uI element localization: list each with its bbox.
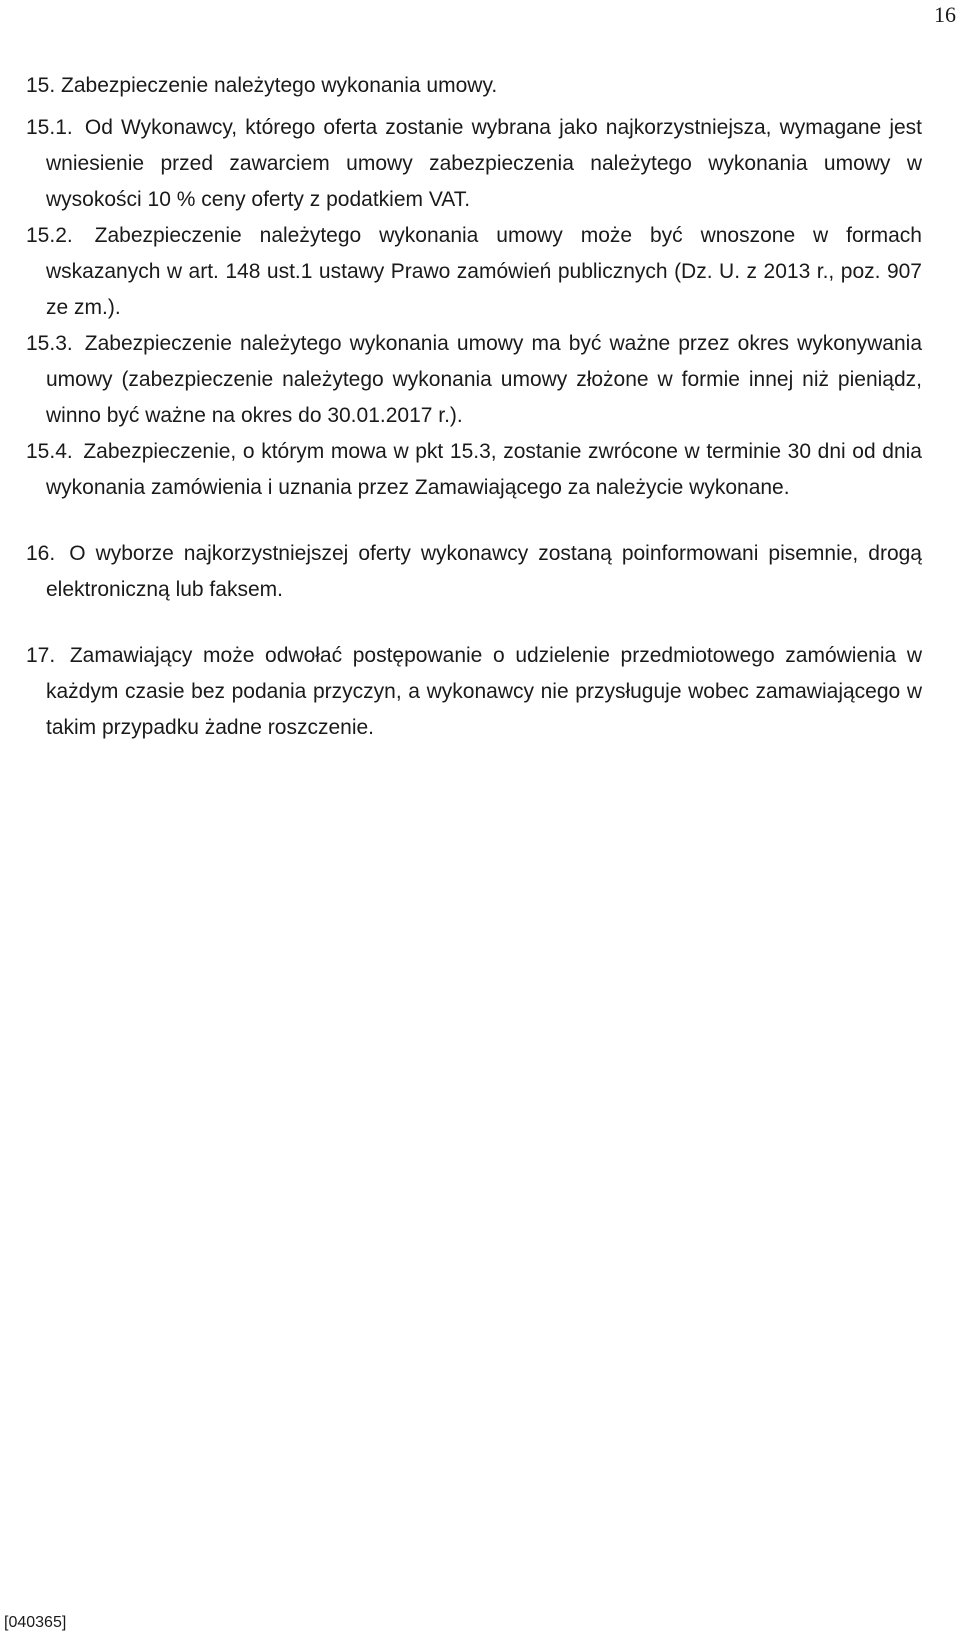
paragraph-text: Zabezpieczenie, o którym mowa w pkt 15.3, zostanie zwrócone w terminie 30 dni od dnia wykonania zamówienia i uznania przez Zamawiającego za należycie wykonane. bbox=[46, 440, 922, 499]
paragraph-number: 15.2. bbox=[26, 224, 73, 247]
page-number: 16 bbox=[934, 2, 956, 27]
section-16 bbox=[26, 536, 922, 608]
section-15-heading: 15. Zabezpieczenie należytego wykonania umowy. bbox=[26, 74, 498, 97]
section-number: 16. bbox=[26, 542, 56, 565]
section-text: Zamawiający może odwołać postępowanie o udzielenie przedmiotowego zamówienia w każdym czasie bez podania przyczyn, a wykonawcy nie przysługuje wobec zamawiającego w takim przypadku żadne roszczenie. bbox=[46, 644, 922, 739]
paragraph-number: 15.1. bbox=[26, 116, 73, 139]
paragraph-text: Od Wykonawcy, którego oferta zostanie wybrana jako najkorzystniejsza, wymagane jest wniesienie przed zawarciem umowy zabezpieczenia należytego wykonania umowy w wysokości 10 % ceny oferty z podatkiem VAT. bbox=[46, 116, 922, 211]
paragraph-number: 15.3. bbox=[26, 332, 73, 355]
paragraph-15-4 bbox=[26, 434, 922, 506]
paragraph-text: Zabezpieczenie należytego wykonania umowy może być wnoszone w formach wskazanych w art. 148 ust.1 ustawy Prawo zamówień publicznych (Dz. U. z 2013 r., poz. 907 ze zm.). bbox=[46, 224, 922, 319]
paragraph-number: 15.4. bbox=[26, 440, 73, 463]
document-body bbox=[26, 70, 922, 746]
document-id: [040365] bbox=[4, 1614, 67, 1631]
paragraph-15-3 bbox=[26, 326, 922, 434]
paragraph-15-1 bbox=[26, 110, 922, 218]
paragraph-15-2 bbox=[26, 218, 922, 326]
section-number: 17. bbox=[26, 644, 56, 667]
paragraph-text: Zabezpieczenie należytego wykonania umowy ma być ważne przez okres wykonywania umowy (zabezpieczenie należytego wykonania umowy złożone w formie innej niż pieniądz, winno być ważne na okres do 30.01.2017 r.). bbox=[46, 332, 922, 427]
section-text: O wyborze najkorzystniejszej oferty wykonawcy zostaną poinformowani pisemnie, drogą elektroniczną lub faksem. bbox=[46, 542, 922, 601]
section-17 bbox=[26, 638, 922, 746]
